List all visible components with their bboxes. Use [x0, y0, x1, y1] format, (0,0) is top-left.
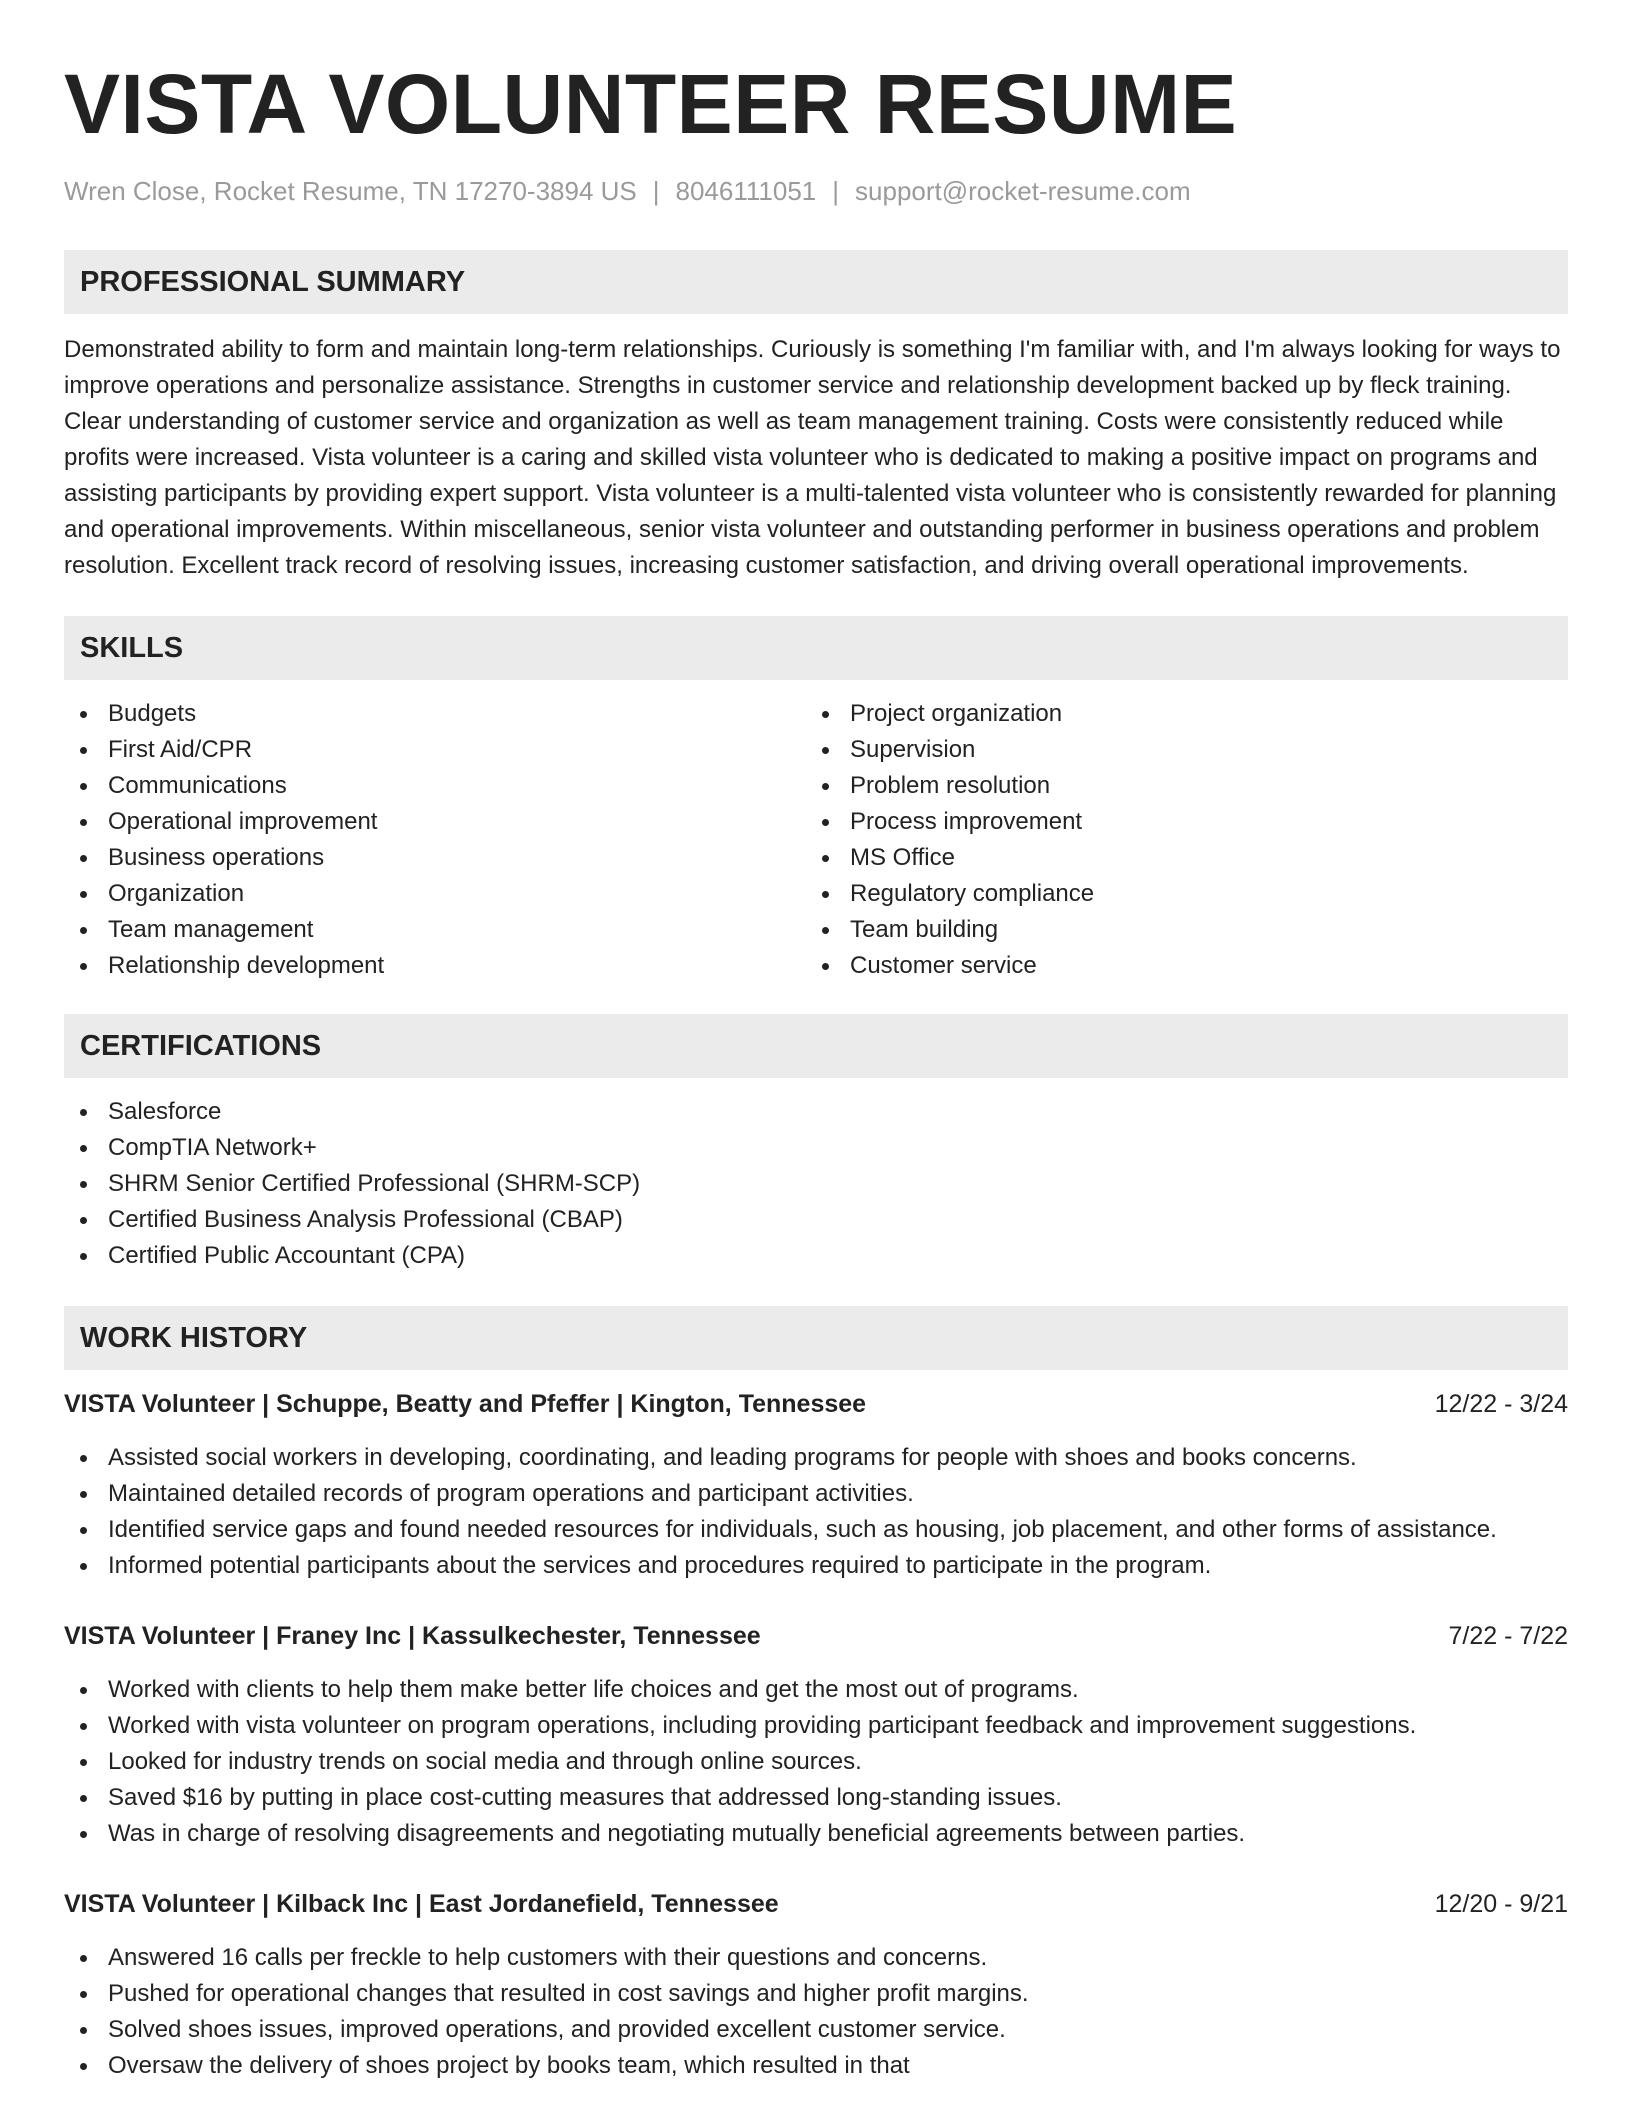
- job-bullet-list: [64, 1440, 1568, 1584]
- job-entry: [64, 1886, 1568, 2084]
- summary-heading: PROFESSIONAL SUMMARY: [64, 250, 1568, 314]
- job-bullet: Informed potential participants about the services and procedures required to participate in the program.: [64, 1548, 1568, 1584]
- job-bullet: Answered 16 calls per freckle to help customers with their questions and concerns.: [64, 1940, 1568, 1976]
- skill-item: Supervision: [806, 732, 1548, 768]
- job-header: [64, 1886, 1568, 1922]
- job-entry: [64, 1386, 1568, 1584]
- contact-separator: |: [832, 176, 840, 206]
- job-dates: 12/22 - 3/24: [1434, 1390, 1568, 1418]
- job-header: [64, 1618, 1568, 1654]
- certifications-heading: CERTIFICATIONS: [64, 1014, 1568, 1078]
- certifications-list: [64, 1094, 1568, 1274]
- certifications-section: [64, 1014, 1568, 1274]
- skills-heading: SKILLS: [64, 616, 1568, 680]
- skill-item: MS Office: [806, 840, 1548, 876]
- skill-item: Organization: [64, 876, 806, 912]
- job-bullet-list: [64, 1940, 1568, 2084]
- job-bullet: Was in charge of resolving disagreements and negotiating mutually beneficial agreements between parties.: [64, 1816, 1568, 1852]
- skills-list-left: [64, 696, 806, 984]
- contact-email: support@rocket-resume.com: [855, 176, 1191, 206]
- job-bullet-list: [64, 1672, 1568, 1852]
- contact-address: Wren Close, Rocket Resume, TN 17270-3894 US: [64, 176, 637, 206]
- certification-item: CompTIA Network+: [64, 1130, 1568, 1166]
- job-title: VISTA Volunteer | Kilback Inc | East Jordanefield, Tennessee: [64, 1890, 779, 1918]
- certification-item: Certified Business Analysis Professional (CBAP): [64, 1202, 1568, 1238]
- skill-item: Customer service: [806, 948, 1548, 984]
- work-history-heading: WORK HISTORY: [64, 1306, 1568, 1370]
- contact-line: [64, 174, 1568, 208]
- certification-item: Certified Public Accountant (CPA): [64, 1238, 1568, 1274]
- skills-grid: [64, 696, 1568, 984]
- job-title: VISTA Volunteer | Schuppe, Beatty and Pfeffer | Kington, Tennessee: [64, 1390, 867, 1418]
- skill-item: Team management: [64, 912, 806, 948]
- job-dates: 7/22 - 7/22: [1448, 1622, 1568, 1650]
- job-bullet: Worked with vista volunteer on program operations, including providing participant feedback and improvement suggestions.: [64, 1708, 1568, 1744]
- work-history-section: [64, 1306, 1568, 2084]
- skill-item: Problem resolution: [806, 768, 1548, 804]
- skill-item: Regulatory compliance: [806, 876, 1548, 912]
- job-bullet: Saved $16 by putting in place cost-cutting measures that addressed long-standing issues.: [64, 1780, 1568, 1816]
- job-bullet: Looked for industry trends on social media and through online sources.: [64, 1744, 1568, 1780]
- job-bullet: Identified service gaps and found needed resources for individuals, such as housing, job placement, and other forms of assistance.: [64, 1512, 1568, 1548]
- job-entry: [64, 1618, 1568, 1852]
- skill-item: Process improvement: [806, 804, 1548, 840]
- skill-item: Relationship development: [64, 948, 806, 984]
- summary-text: Demonstrated ability to form and maintain long-term relationships. Curiously is something I'm familiar with, and I'm always looking for ways to improve operations and personalize assistance. Strengths in customer service and relationship development backed up by fleck training. Clear understanding of customer service and organization as well as team management training. Costs were consistently reduced while profits were increased. Vista volunteer is a caring and skilled vista volunteer who is dedicated to making a positive impact on programs and assisting participants by providing expert support. Vista volunteer is a multi-talented vista volunteer who is consistently rewarded for planning and operational improvements. Within miscellaneous, senior vista volunteer and outstanding performer in business operations and problem resolution. Excellent track record of resolving issues, increasing customer satisfaction, and driving overall operational improvements.: [64, 336, 1561, 579]
- skill-item: Budgets: [64, 696, 806, 732]
- job-bullet: Oversaw the delivery of shoes project by books team, which resulted in that: [64, 2048, 1568, 2084]
- job-dates: 12/20 - 9/21: [1434, 1890, 1568, 1918]
- skill-item: Operational improvement: [64, 804, 806, 840]
- job-header: [64, 1386, 1568, 1422]
- job-title: VISTA Volunteer | Franey Inc | Kassulkechester, Tennessee: [64, 1622, 761, 1650]
- job-bullet: Maintained detailed records of program operations and participant activities.: [64, 1476, 1568, 1512]
- contact-phone: 8046111051: [675, 176, 817, 206]
- job-bullet: Pushed for operational changes that resulted in cost savings and higher profit margins.: [64, 1976, 1568, 2012]
- skill-item: Business operations: [64, 840, 806, 876]
- summary-section: [64, 250, 1568, 584]
- resume-title: VISTA VOLUNTEER RESUME: [64, 57, 1238, 151]
- contact-separator: |: [652, 176, 660, 206]
- job-bullet: Worked with clients to help them make better life choices and get the most out of programs.: [64, 1672, 1568, 1708]
- job-bullet: Solved shoes issues, improved operations, and provided excellent customer service.: [64, 2012, 1568, 2048]
- skill-item: Communications: [64, 768, 806, 804]
- certification-item: SHRM Senior Certified Professional (SHRM-SCP): [64, 1166, 1568, 1202]
- skill-item: First Aid/CPR: [64, 732, 806, 768]
- skill-item: Project organization: [806, 696, 1548, 732]
- job-bullet: Assisted social workers in developing, coordinating, and leading programs for people with shoes and books concerns.: [64, 1440, 1568, 1476]
- skills-section: [64, 616, 1568, 984]
- skills-list-right: [806, 696, 1548, 984]
- certification-item: Salesforce: [64, 1094, 1568, 1130]
- skill-item: Team building: [806, 912, 1548, 948]
